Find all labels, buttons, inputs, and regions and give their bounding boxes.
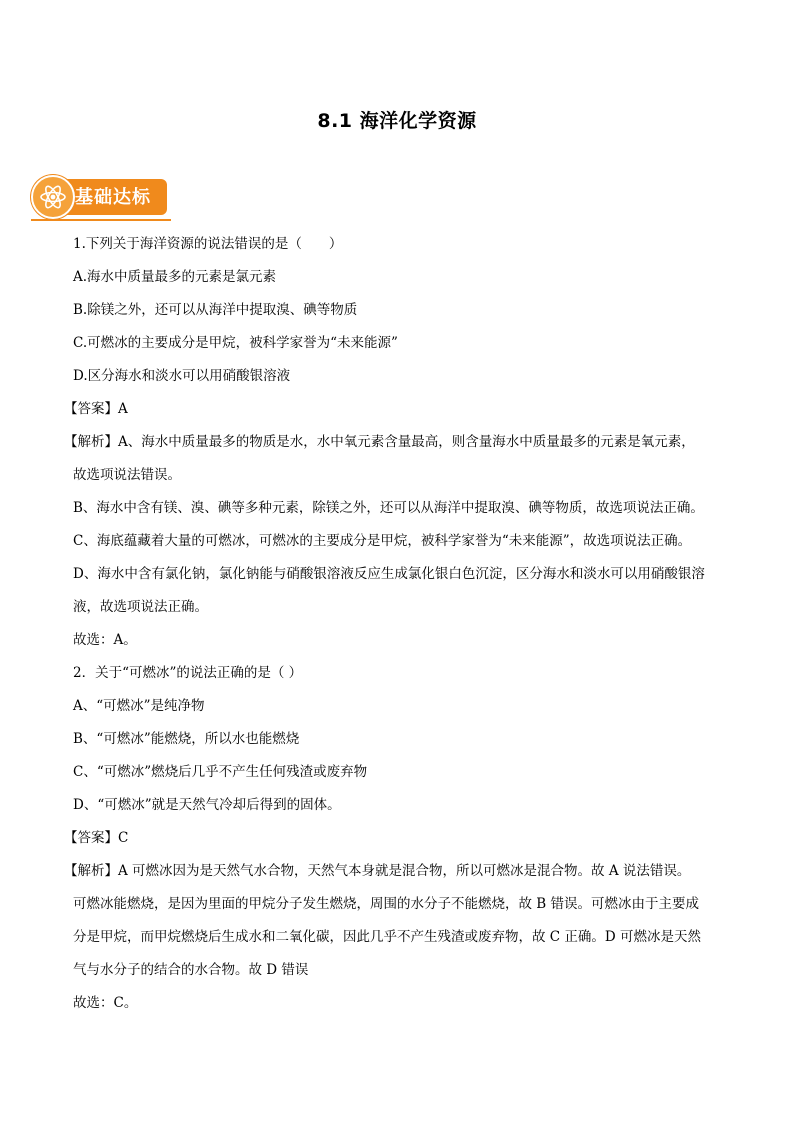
text-line: 【答案】A [64,401,128,417]
text-line: 1.下列关于海洋资源的说法错误的是（ ） [73,236,343,252]
text-line: C、“可燃冰”燃烧后几乎不产生任何残渣或废弃物 [73,764,368,780]
text-line: A、“可燃冰”是纯净物 [73,698,205,714]
text-line: 2．关于“可燃冰”的说法正确的是（ ） [73,665,303,681]
section-banner [31,175,167,221]
text-line: D.区分海水和淡水可以用硝酸银溶液 [73,368,291,384]
atom-icon [31,175,75,219]
section-underline [31,219,171,221]
text-line: 可燃冰能燃烧，是因为里面的甲烷分子发生燃烧，周围的水分子不能燃烧，故 B 错误。可燃冰由于主要成 [73,896,700,912]
text-line: C、海底蕴藏着大量的可燃冰，可燃冰的主要成分是甲烷，被科学家誉为“未来能源”，故选项说法正确。 [73,533,692,549]
text-line: A.海水中质量最多的元素是氯元素 [73,269,277,285]
text-line: D、“可燃冰”就是天然气冷却后得到的固体。 [73,797,341,813]
text-line: 故选：C。 [73,995,138,1011]
text-line: 故选项说法错误。 [73,467,181,483]
text-line: 故选：A。 [73,632,137,648]
text-line: B.除镁之外，还可以从海洋中提取溴、碘等物质 [73,302,358,318]
page-title: 8.1 海洋化学资源 [317,110,477,132]
text-line: B、海水中含有镁、溴、碘等多种元素，除镁之外，还可以从海洋中提取溴、碘等物质，故选项说法正确。 [73,500,704,516]
document-body [64,228,723,1020]
text-line: B、“可燃冰”能燃烧，所以水也能燃烧 [73,731,300,747]
text-line: D、海水中含有氯化钠，氯化钠能与硝酸银溶液反应生成氯化银白色沉淀，区分海水和淡水可以用硝酸银溶 [73,566,705,582]
section-label: 基础达标 [75,187,151,208]
text-line: 【解析】A 可燃冰因为是天然气水合物，天然气本身就是混合物，所以可燃冰是混合物。故 A 说法错误。 [64,863,691,879]
text-line: 【解析】A、海水中质量最多的物质是水，水中氧元素含量最高，则含量海水中质量最多的元素是氧元素， [64,434,695,450]
text-line: 气与水分子的结合的水合物。故 D 错误 [73,962,309,978]
text-line: 分是甲烷，而甲烷燃烧后生成水和二氧化碳，因此几乎不产生残渣或废弃物，故 C 正确。D 可燃冰是天然 [73,929,702,945]
text-line: C.可燃冰的主要成分是甲烷，被科学家誉为“未来能源” [73,335,398,351]
text-line: 【答案】C [64,830,129,846]
text-line: 液，故选项说法正确。 [73,599,208,615]
